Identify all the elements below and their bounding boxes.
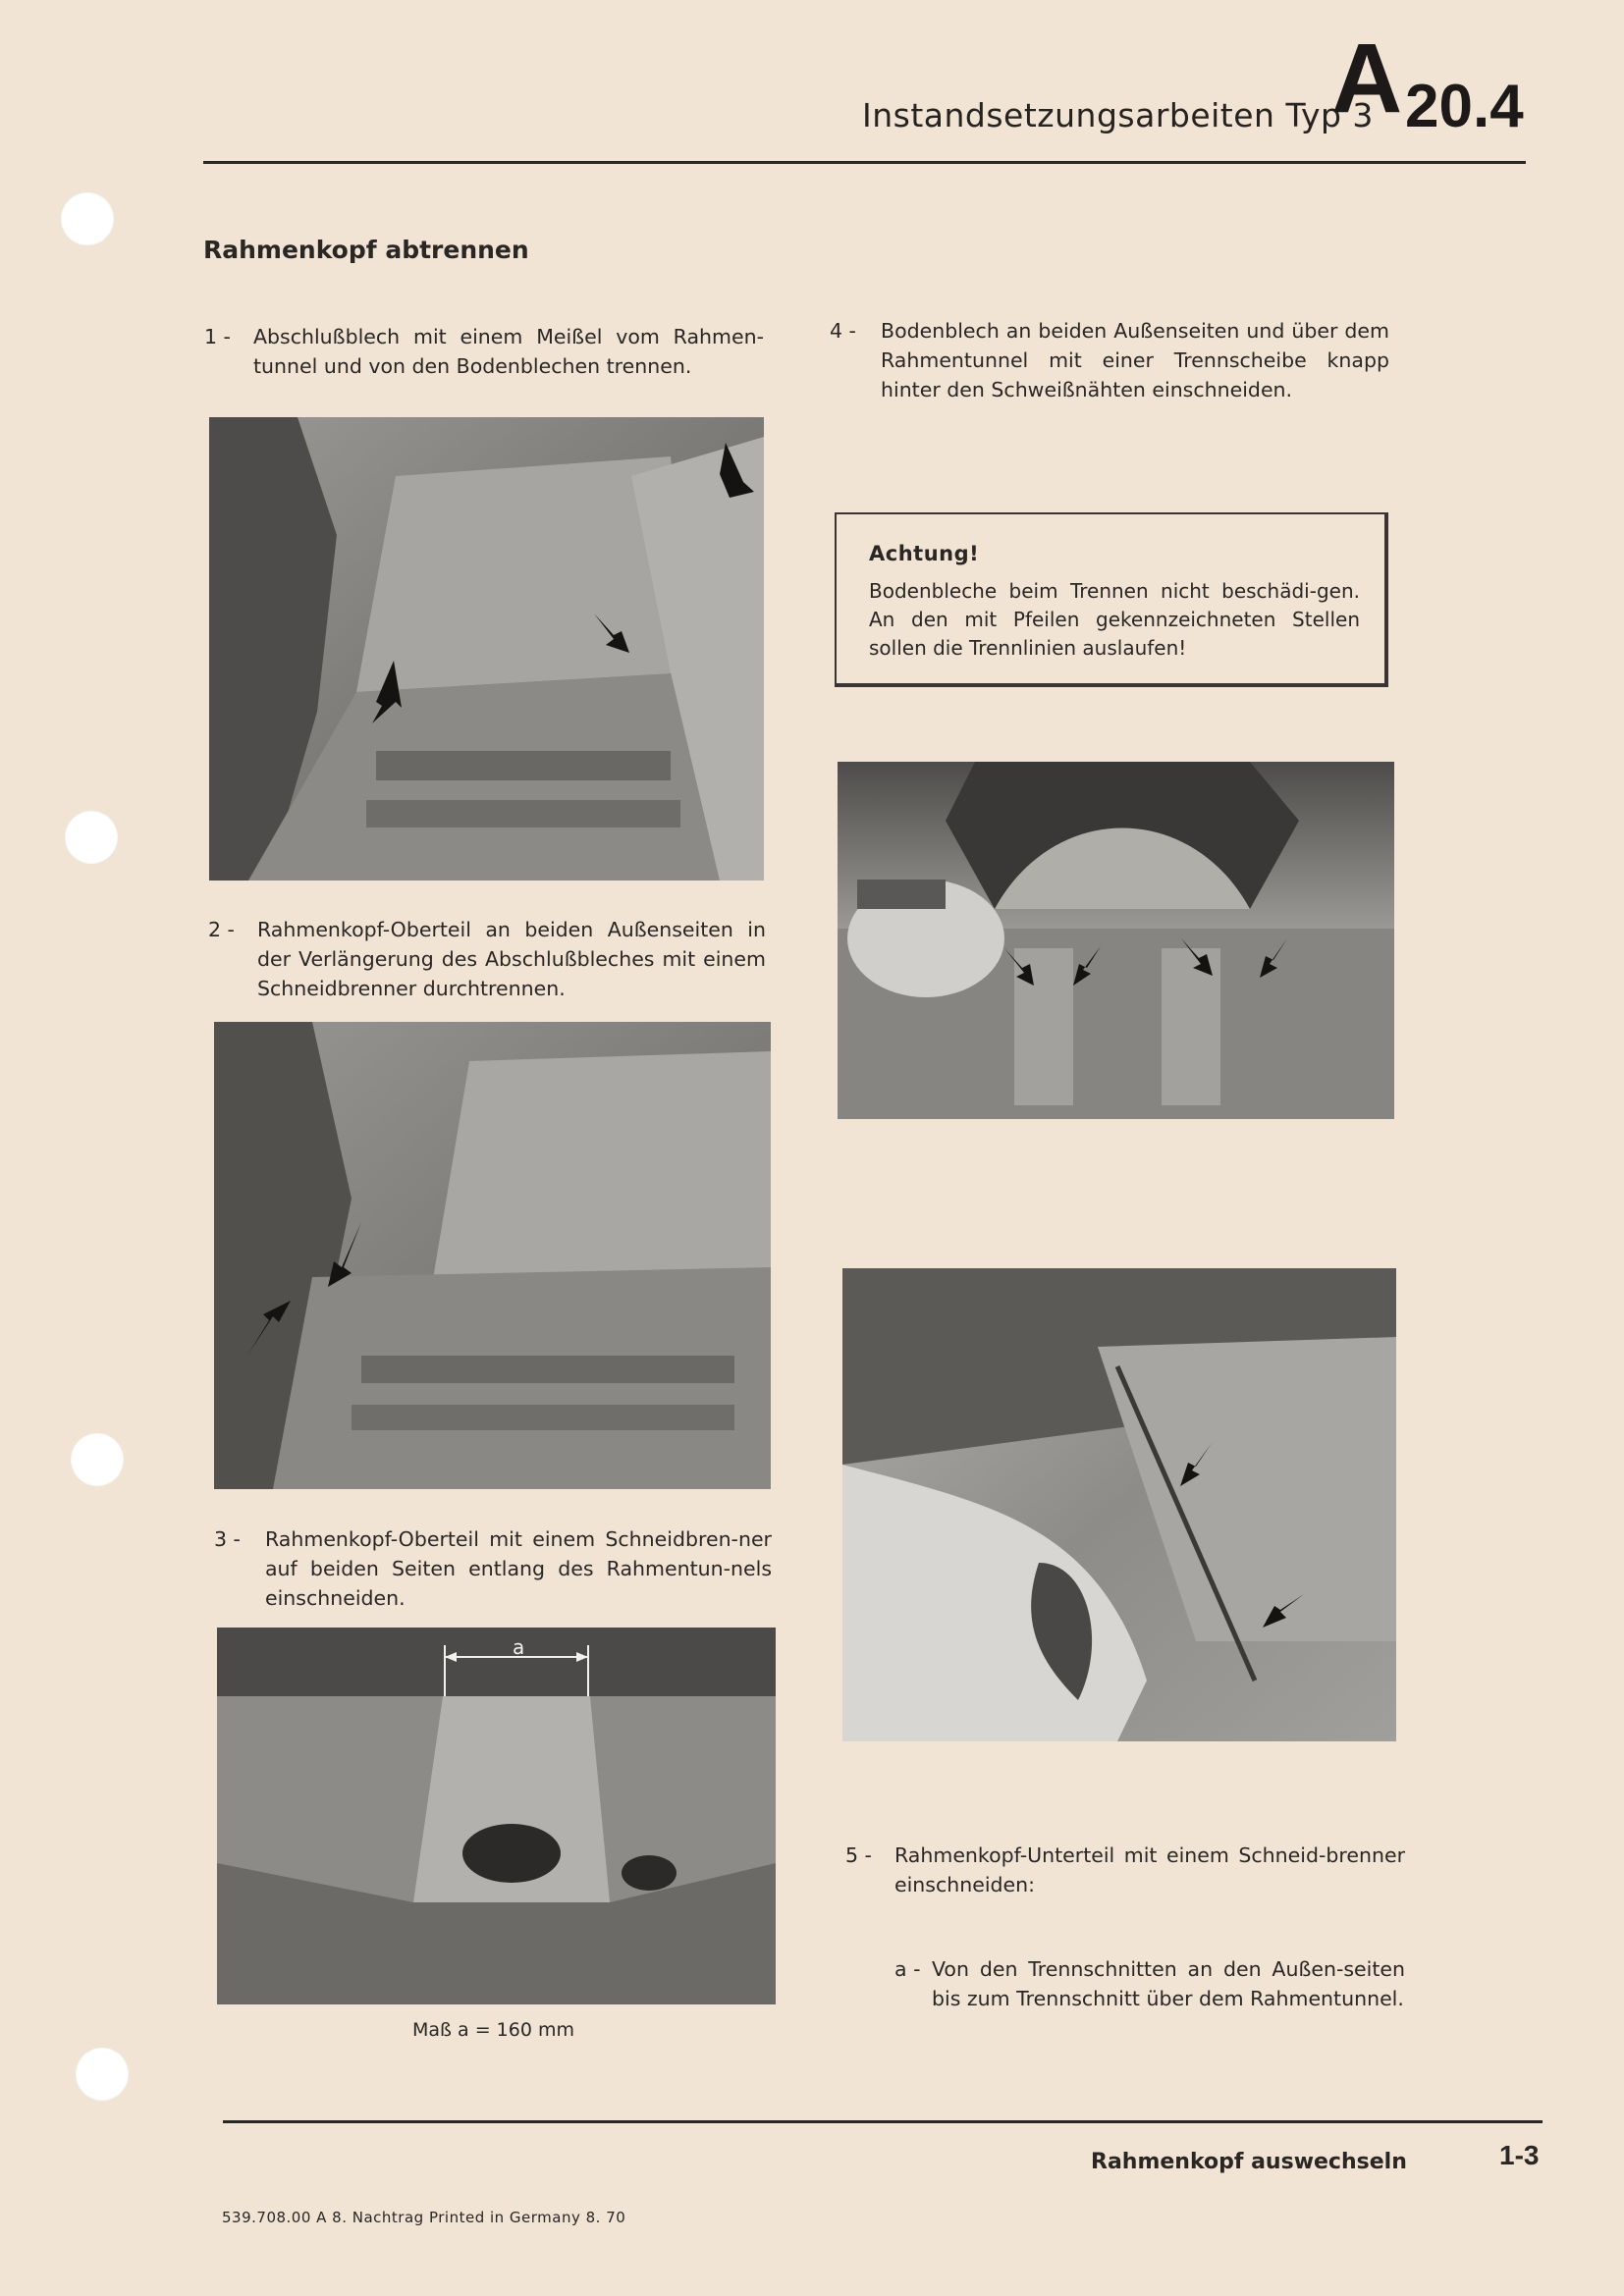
step-2-text: Rahmenkopf-Oberteil an beiden Außenseiten in der Verlängerung des Abschlußbleches mit einem Schneidbrenner durchtrennen. (257, 918, 766, 1000)
binder-hole-3 (71, 1433, 124, 1486)
warning-box (835, 512, 1388, 687)
warning-title: Achtung! (869, 542, 980, 565)
photo-5-frame-head-lower (842, 1268, 1396, 1741)
header-title: Instandsetzungsarbeiten Typ 3 (862, 96, 1374, 134)
step-3-text: Rahmenkopf-Oberteil mit einem Schneidbren-ner auf beiden Seiten entlang des Rahmentun-nels einschneiden. (265, 1527, 772, 1610)
step-5-number: 5 - (845, 1843, 872, 1867)
binder-hole-1 (61, 192, 114, 245)
substep-a-label: a - (894, 1957, 921, 1981)
step-5 (845, 1841, 1405, 1903)
warning-text: Bodenbleche beim Trennen nicht beschädi-gen. An den mit Pfeilen gekennzeichneten Stellen sollen die Trennlinien auslaufen! (869, 579, 1360, 660)
photo-1-floor-panel (209, 417, 764, 881)
step-2 (208, 915, 766, 1009)
header-rule (203, 161, 1526, 164)
photo-3-tunnel-cuts (217, 1628, 776, 2004)
header-code-letter: A (1331, 24, 1403, 133)
step-4 (830, 316, 1389, 410)
step-1 (204, 322, 764, 385)
footer-rule (223, 2120, 1543, 2123)
step-3 (214, 1524, 772, 1619)
step-4-number: 4 - (830, 319, 856, 343)
binder-hole-2 (65, 811, 118, 864)
footer-title: Rahmenkopf auswechseln (1091, 2150, 1407, 2174)
photo-4-floor-cutting (838, 762, 1394, 1119)
step-5-text: Rahmenkopf-Unterteil mit einem Schneid-brenner einschneiden: (894, 1843, 1405, 1896)
photo-3-caption: Maß a = 160 mm (412, 2019, 575, 2041)
step-3-number: 3 - (214, 1527, 241, 1551)
dimension-label-a: a (513, 1635, 525, 1659)
substep-a (894, 1954, 1405, 2049)
section-title: Rahmenkopf abtrennen (203, 236, 529, 264)
binder-hole-4 (76, 2048, 129, 2101)
page-number: 1-3 (1499, 2140, 1540, 2170)
print-line: 539.708.00 A 8. Nachtrag Printed in Germany 8. 70 (222, 2209, 626, 2226)
step-2-number: 2 - (208, 918, 235, 941)
step-1-text: Abschlußblech mit einem Meißel vom Rahmen-tunnel und von den Bodenblechen trennen. (253, 325, 764, 378)
step-1-number: 1 - (204, 325, 231, 348)
photo-2-frame-head-upper (214, 1022, 771, 1489)
substep-a-text: Von den Trennschnitten an den Außen-seiten bis zum Trennschnitt über dem Rahmentunnel. (932, 1957, 1405, 2010)
header-code-number: 20.4 (1405, 73, 1524, 140)
step-4-text: Bodenblech an beiden Außenseiten und über dem Rahmentunnel mit einer Trennscheibe knapp hinter den Schweißnähten einschneiden. (881, 319, 1389, 401)
